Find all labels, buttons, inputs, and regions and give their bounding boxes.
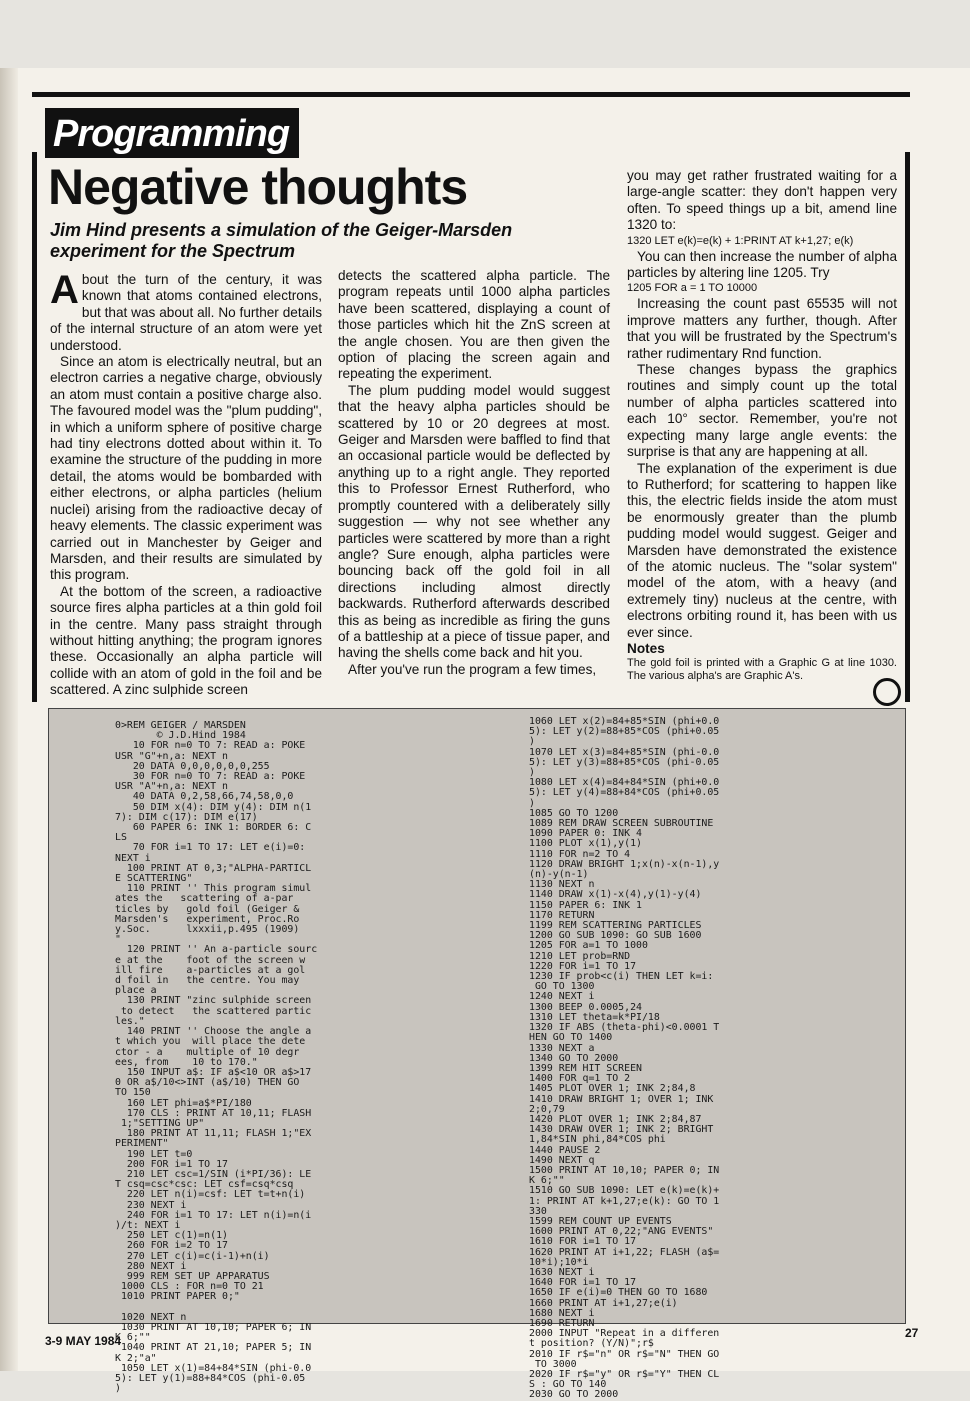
headline: Negative thoughts: [48, 159, 468, 215]
paragraph: After you've run the program a few times,: [348, 661, 597, 677]
top-rule: [32, 92, 910, 97]
paragraph: you may get rather frustrated waiting for a large-angle scatter: they don't happen very often. To speed things up a bit, amend line 1320 to:: [627, 168, 897, 233]
paragraph: Increasing the count past 65535 will not improve matters any further, though. After that you will be frustrated by the Spectrum's rather rudimentary Rnd function.: [627, 296, 897, 361]
standfirst: Jim Hind presents a simulation of the Geiger-Marsden experiment for the Spectrum: [50, 220, 513, 261]
notes-heading: Notes: [627, 640, 665, 656]
listing-left-column: 0>REM GEIGER / MARSDEN © J.D.Hind 1984 10 FOR n=0 TO 7: READ a: POKE USR "G"+n,a: NEXT n 20 DATA 0,0,0,0,0,0,255 30 FOR n=0 TO 7: READ a: POKE USR "A"+n,a: NEXT n 40 DATA 0,2,58,66,74,58,0,0 50 DIM x(4): DIM y(4): DIM n(1 7): DIM c(17): DIM e(17) 60 PAPER 6: INK 1: BORDER 6: C LS 70 FOR i=1 TO 17: LET e(i)=0: NEXT i 100 PRINT AT 0,3;"ALPHA-PARTICL E SCATTERING" 110 PRINT '' This program simul ates the scattering of a-par ticles by gold foil (Geiger & Marsden's experiment, Proc.Ro y.Soc. lxxxii,p.495 (1909) " 120 PRINT '' An a-particle sourc e at the foot of the screen w ill fire a-particles at a gol d foil in the centre. You may place a 130 PRINT "zinc sulphide screen to detect the scattered partic les." 140 PRINT '' Choose the angle a t which you will place the dete ctor - a multiple of 10 degr ees, from 10 to 170." 150 INPUT a$: IF a$<10 OR a$>17 0 OR a$/10<>INT (a$/10) THEN GO TO 150 160 LET phi=a$*PI/180 170 CLS : PRINT AT 10,11; FLASH 1;"SETTING UP" 180 PRINT AT 11,11; FLASH 1;"EX PERIMENT" 190 LET t=0 200 FOR i=1 TO 17 210 LET csc=1/SIN (i*PI/36): LE T csq=csc*csc: LET csf=csq*csq 220 LET n(i)=csf: LET t=t+n(i) 230 NEXT i 240 FOR i=1 TO 17: LET n(i)=n(i )/t: NEXT i 250 LET c(1)=n(1) 260 FOR i=2 TO 17 270 LET c(i)=c(i-1)+n(i) 280 NEXT i 999 REM SET UP APPARATUS 1000 CLS : FOR n=0 TO 21 1010 PRINT PAPER 0;" 1020 NEXT n 1030 PRINT AT 10,10; PAPER 6; IN K 6;"" 1040 PRINT AT 21,10; PAPER 5; IN K 2;"a" 1050 LET x(1)=84+84*SIN (phi-0.0 5): LET y(1)=88+84*COS (phi-0.05 ): [115, 720, 318, 1395]
code-snippet: 1320 LET e(k)=e(k) + 1:PRINT AT k+1,27; e(k): [627, 234, 854, 247]
article-column-1: [50, 268, 322, 699]
paragraph: The explanation of the experiment is due to Rutherford; for scattering to happen like this, the electric fields inside the atom must be enormously greater than the plumb pudding model would suggest. Geiger and Marsden have demonstrated the existence of the atomic nucleus. The "solar system" model of the atom, with a heavy (and extremely tiny) nucleus at the centre, with electrons orbiting round it, has been with us ever since.: [627, 460, 897, 640]
right-column-rule: [905, 152, 910, 702]
left-column-rule: [32, 152, 37, 702]
listing-right-column: 1060 LET x(2)=84+85*SIN (phi+0.0 5): LET y(2)=88+85*COS (phi+0.05 ) 1070 LET x(3)=84+85*SIN (phi-0.0 5): LET y(3)=88+85*COS (phi-0.05 ) 1080 LET x(4)=84+84*SIN (phi+0.0 5): LET y(4)=88+84*COS (phi+0.05 ) 1085 GO TO 1200 1089 REM DRAW SCREEN SUBROUTINE 1090 PAPER 0: INK 4 1100 PLOT x(1),y(1) 1110 FOR n=2 TO 4 1120 DRAW BRIGHT 1;x(n)-x(n-1),y (n)-y(n-1) 1130 NEXT n 1140 DRAW x(1)-x(4),y(1)-y(4) 1150 PAPER 6: INK 1 1170 RETURN 1199 REM SCATTERING PARTICLES 1200 GO SUB 1090: GO SUB 1600 1205 FOR a=1 TO 1000 1210 LET prob=RND 1220 FOR i=1 TO 17 1230 IF prob<c(i) THEN LET k=i: GO TO 1300 1240 NEXT i 1300 BEEP 0.0005,24 1310 LET theta=k*PI/18 1320 IF ABS (theta-phi)<0.0001 T HEN GO TO 1400 1330 NEXT a 1340 GO TO 2000 1399 REM HIT SCREEN 1400 FOR q=1 TO 2 1405 PLOT OVER 1; INK 2;84,8 1410 DRAW BRIGHT 1; OVER 1; INK 2;0,79 1420 PLOT OVER 1; INK 2;84,87 1430 DRAW OVER 1; INK 2; BRIGHT 1,84*SIN phi,84*COS phi 1440 PAUSE 2 1490 NEXT q 1500 PRINT AT 10,10; PAPER 0; IN K 6;"" 1510 GO SUB 1090: LET e(k)=e(k)+ 1: PRINT AT k+1,27;e(k): GO TO 1 330 1599 REM COUNT UP EVENTS 1600 PRINT AT 0,22;"ANG EVENTS" 1610 FOR i=1 TO 17 1620 PRINT AT i+1,22; FLASH (a$= 10*i);10*i 1630 NEXT i 1640 FOR i=1 TO 17 1650 IF e(i)=0 THEN GO TO 1680 1660 PRINT AT i+1,27;e(i) 1680 NEXT i 1690 RETURN 2000 INPUT "Repeat in a differen t position? (Y/N)";r$ 2010 IF r$="n" OR r$="N" THEN GO TO 3000 2020 IF r$="y" OR r$="Y" THEN CL S : GO TO 140 2030 GO TO 2000: [529, 716, 720, 1401]
drop-cap: A: [50, 268, 79, 312]
paragraph: At the bottom of the screen, a radioactive source fires alpha particles at a thin gold foil in the centre. Many pass straight through without hitting anything; the program ignores these. Occasionally an alpha particle will collide with an atom of gold in the foil and be scattered. A zinc sulphide screen: [50, 583, 322, 698]
paragraph: About the turn of the century, it was known that atoms contained electrons, but that was about all. No further details of the internal structure of an atom were yet understood.: [50, 268, 322, 353]
notes-text: The gold foil is printed with a Graphic G at line 1030. The various alpha's are Graphic A's.: [627, 657, 897, 683]
issue-date: 3-9 MAY 1984: [45, 1334, 122, 1348]
paragraph: You can then increase the number of alpha particles by altering line 1205. Try: [627, 248, 897, 281]
end-mark-icon: [873, 678, 901, 706]
article-column-2: [338, 268, 610, 678]
section-kicker: Programming: [45, 108, 299, 158]
paragraph: Since an atom is electrically neutral, but an electron carries a negative charge, obviously an atom must contain a positive charge also. The favoured model was the "plum pudding", in which a uniform sphere of positive charge had tiny electrons dotted about within it. To examine the structure of the pudding in more detail, the atoms would be bombarded with either electrons, or alpha particles (helium nuclei) arising from the radioactive decay of heavy elements. The classic experiment was carried out in Manchester by Geiger and Marsden, and their results are simulated by this program.: [50, 354, 322, 583]
paragraph: The plum pudding model would suggest that the heavy alpha particles should be scattered by 10 or 20 degrees at most. Geiger and Marsden were baffled to find that an occasional particle would be deflected by anything up to a right angle. They reported this to Professor Ernest Rutherford, who promptly countered with a deliberately silly suggestion — why not see whether any particles were scattered by more than a right angle? Sure enough, alpha particles were bouncing back off the gold foil in all directions including almost directly backwards. Rutherford afterwards described this as being as incredible as firing the guns of a battleship at a piece of tissue paper, and having the shells come back and hit you.: [338, 382, 610, 661]
page-gutter: [0, 68, 18, 1371]
code-snippet: 1205 FOR a = 1 TO 10000: [627, 282, 758, 295]
article-column-3: [627, 168, 897, 683]
paragraph: These changes bypass the graphics routines and simply count up the total number of alpha particles scattered into each 10° sector. Remember, you're not expecting many large angle events: the surprise is that any are happening at all.: [627, 362, 897, 460]
page-number: 27: [905, 1326, 919, 1340]
paragraph: detects the scattered alpha particle. The program repeats until 1000 alpha particles have been scattered, displaying a count of those particles which hit the ZnS screen at the angle chosen. You are then given the option of placing the screen again and repeating the experiment.: [338, 268, 610, 382]
